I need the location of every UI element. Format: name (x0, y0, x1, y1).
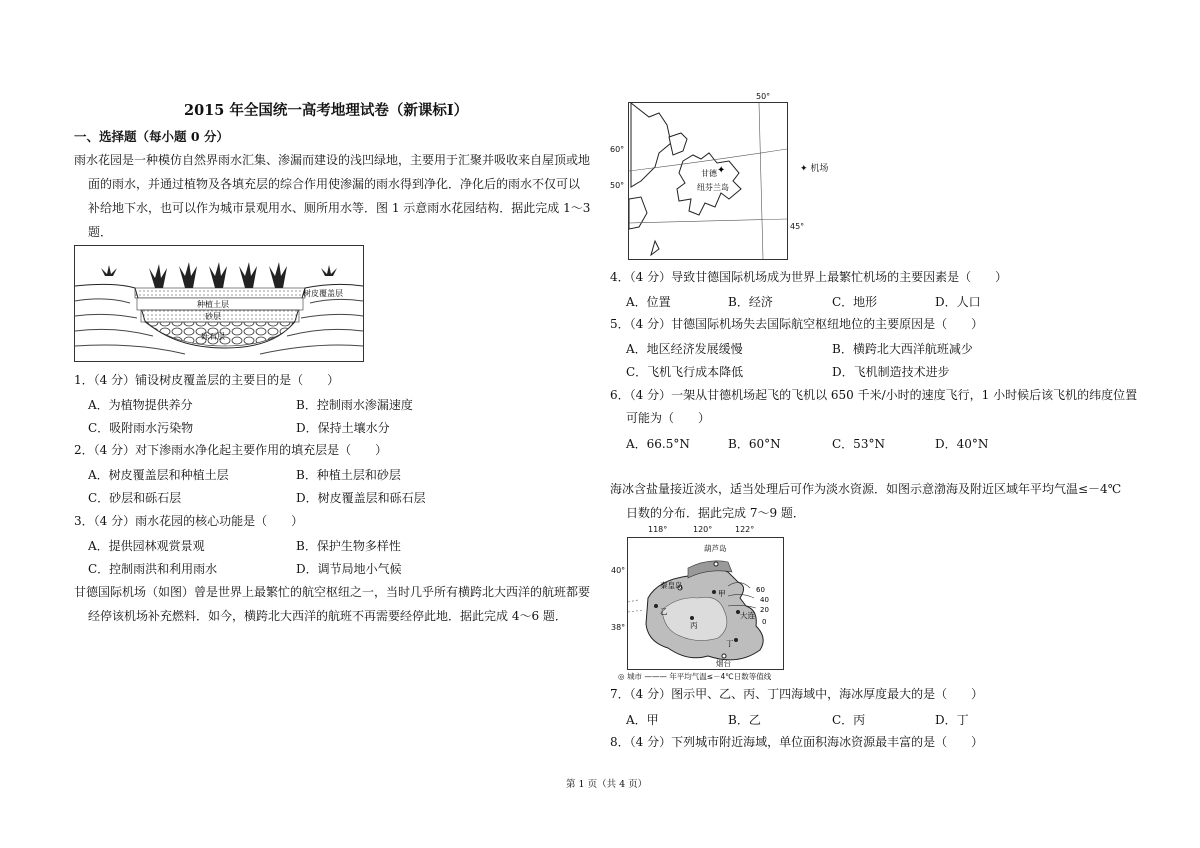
passage3-line2: 日数的分布．据此完成 7～9 题． (626, 506, 805, 520)
label-jia: 甲 (718, 589, 726, 598)
rain-garden-figure (74, 245, 364, 362)
q4-option-a[interactable]: A．位置 (626, 295, 671, 309)
label-newfoundland: 纽芬兰岛 (697, 183, 729, 192)
city-legend-icon: ◎ (618, 672, 627, 681)
q7-option-a[interactable]: A．甲 (626, 713, 659, 727)
label-gravel-layer: 砾石层 (201, 332, 225, 341)
legend-contour-label: 年平均气温≤－4℃日数等值线 (669, 672, 772, 681)
q2-option-c[interactable]: C．砂层和砾石层 (88, 491, 182, 505)
legend-city-label: 城市 (626, 672, 642, 681)
passage1-line1: 雨水花园是一种模仿自然界雨水汇集、渗漏而建设的浅凹绿地，主要用于汇聚并吸收来自屋顶或地 (74, 153, 591, 167)
passage1-line4: 题． (88, 225, 113, 239)
q6-option-d[interactable]: D．40°N (935, 437, 989, 451)
label-ding: 丁 (726, 639, 734, 648)
label-lon-122: 122° (735, 525, 755, 534)
q3-option-a[interactable]: A．提供园林观赏景观 (88, 539, 205, 553)
q7-option-b[interactable]: B．乙 (728, 713, 761, 727)
label-lat-40: 40° (611, 566, 626, 575)
q7-stem: 7．（4 分）图示甲、乙、丙、丁四海域中，海冰厚度最大的是（ ） (610, 687, 984, 701)
q2-stem: 2．（4 分）对下渗雨水净化起主要作用的填充层是（ ） (74, 443, 388, 457)
q1-option-d[interactable]: D．保持土壤水分 (296, 421, 390, 435)
bohai-ice-map (627, 537, 784, 670)
q3-stem: 3．（4 分）雨水花园的核心功能是（ ） (74, 514, 304, 528)
q5-option-b[interactable]: B．横跨北大西洋航班减少 (832, 342, 973, 356)
airport-legend-icon: ✦ (800, 164, 811, 174)
passage3-line1: 海冰含盐量接近淡水，适当处理后可作为淡水资源．如图示意渤海及附近区域年平均气温≤－4℃ (610, 482, 1122, 496)
label-lat-45: 45° (790, 222, 805, 231)
q7-option-c[interactable]: C．丙 (832, 713, 866, 727)
bohai-map-legend (618, 671, 771, 682)
q1-option-b[interactable]: B．控制雨水渗漏速度 (296, 398, 413, 412)
label-lat-50: 50° (610, 181, 625, 190)
newfoundland-map (628, 102, 788, 260)
q4-stem: 4．（4 分）导致甘德国际机场成为世界上最繁忙机场的主要因素是（ ） (610, 270, 1008, 284)
contour-label-20: 20 (760, 606, 769, 614)
q3-option-c[interactable]: C．控制雨洪和利用雨水 (88, 562, 218, 576)
q2-option-a[interactable]: A．树皮覆盖层和种植土层 (88, 468, 229, 482)
q2-option-d[interactable]: D．树皮覆盖层和砾石层 (296, 491, 426, 505)
label-qinhuangdao: 秦皇岛 (660, 581, 683, 590)
q5-option-c[interactable]: C．飞机飞行成本降低 (626, 365, 744, 379)
contour-label-60: 60 (756, 586, 765, 594)
passage1-line2: 面的雨水，并通过植物及各填充层的综合作用使渗漏的雨水得到净化．净化后的雨水不仅可以 (88, 177, 581, 191)
q6-stem-line1: 6．（4 分）一架从甘德机场起飞的飞机以 650 千米/小时的速度飞行，1 小时候后该飞机的纬度位置 (610, 388, 1138, 402)
q2-option-b[interactable]: B．种植土层和砂层 (296, 468, 401, 482)
q6-stem-line2: 可能为（ ） (626, 411, 711, 425)
map-legend (800, 161, 828, 174)
section-heading: 一、选择题（每小题 0 分） (74, 129, 229, 144)
label-yi: 乙 (660, 607, 668, 616)
rain-garden-diagram (75, 246, 363, 361)
q5-option-a[interactable]: A．地区经济发展缓慢 (626, 342, 743, 356)
page-title: 2015 年全国统一高考地理试卷（新课标Ⅰ） (184, 102, 469, 119)
q3-option-b[interactable]: B．保护生物多样性 (296, 539, 401, 553)
label-lon-50: 50° (756, 92, 771, 101)
q4-option-b[interactable]: B．经济 (728, 295, 773, 309)
passage1-line3: 补给地下水，也可以作为城市景观用水、厕所用水等．图 1 示意雨水花园结构．据此完成 1～3 (88, 201, 591, 215)
label-sand-layer: 砂层 (205, 312, 221, 321)
label-lat-38: 38° (611, 623, 626, 632)
q6-option-a[interactable]: A．66.5°N (626, 437, 690, 451)
label-huludao: 葫芦岛 (704, 544, 727, 553)
contour-legend-icon: ——— (644, 672, 670, 681)
label-dalian: 大连 (740, 611, 755, 620)
q5-stem: 5．（4 分）甘德国际机场失去国际航空枢纽地位的主要原因是（ ） (610, 317, 984, 331)
passage2-line1: 甘德国际机场（如图）曾是世界上最繁忙的航空枢纽之一，当时几乎所有横跨北大西洋的航班都要 (74, 585, 591, 599)
q6-option-b[interactable]: B．60°N (728, 437, 781, 451)
label-bing: 丙 (690, 621, 698, 630)
q8-stem: 8．（4 分）下列城市附近海域，单位面积海冰资源最丰富的是（ ） (610, 735, 984, 749)
label-lon-118: 118° (648, 525, 668, 534)
label-lat-60: 60° (610, 145, 625, 154)
q3-option-d[interactable]: D．调节局地小气候 (296, 562, 402, 576)
contour-label-0: 0 (762, 618, 767, 626)
airport-marker-icon: ✦ (717, 165, 726, 176)
q4-option-d[interactable]: D．人口 (935, 295, 981, 309)
q1-option-c[interactable]: C．吸附雨水污染物 (88, 421, 194, 435)
legend-airport-label: 机场 (810, 164, 829, 174)
label-soil-layer: 种植土层 (197, 300, 229, 309)
passage2-line2: 经停该机场补充燃料．如今，横跨北大西洋的航班不再需要经停此地．据此完成 4～6 题． (88, 609, 567, 623)
q7-option-d[interactable]: D．丁 (935, 713, 969, 727)
q5-option-d[interactable]: D．飞机制造技术进步 (832, 365, 950, 379)
label-lon-120: 120° (693, 525, 713, 534)
contour-label-40: 40 (760, 596, 769, 604)
q4-option-c[interactable]: C．地形 (832, 295, 878, 309)
label-bark-layer: 树皮覆盖层 (303, 289, 343, 298)
label-gander: 甘德 (701, 169, 717, 178)
q1-stem: 1．（4 分）铺设树皮覆盖层的主要目的是（ ） (74, 373, 340, 387)
q1-option-a[interactable]: A．为植物提供养分 (88, 398, 193, 412)
q6-option-c[interactable]: C．53°N (832, 437, 885, 451)
page-footer: 第 1 页（共 4 页） (566, 779, 648, 790)
label-yantai: 烟台 (716, 659, 731, 668)
